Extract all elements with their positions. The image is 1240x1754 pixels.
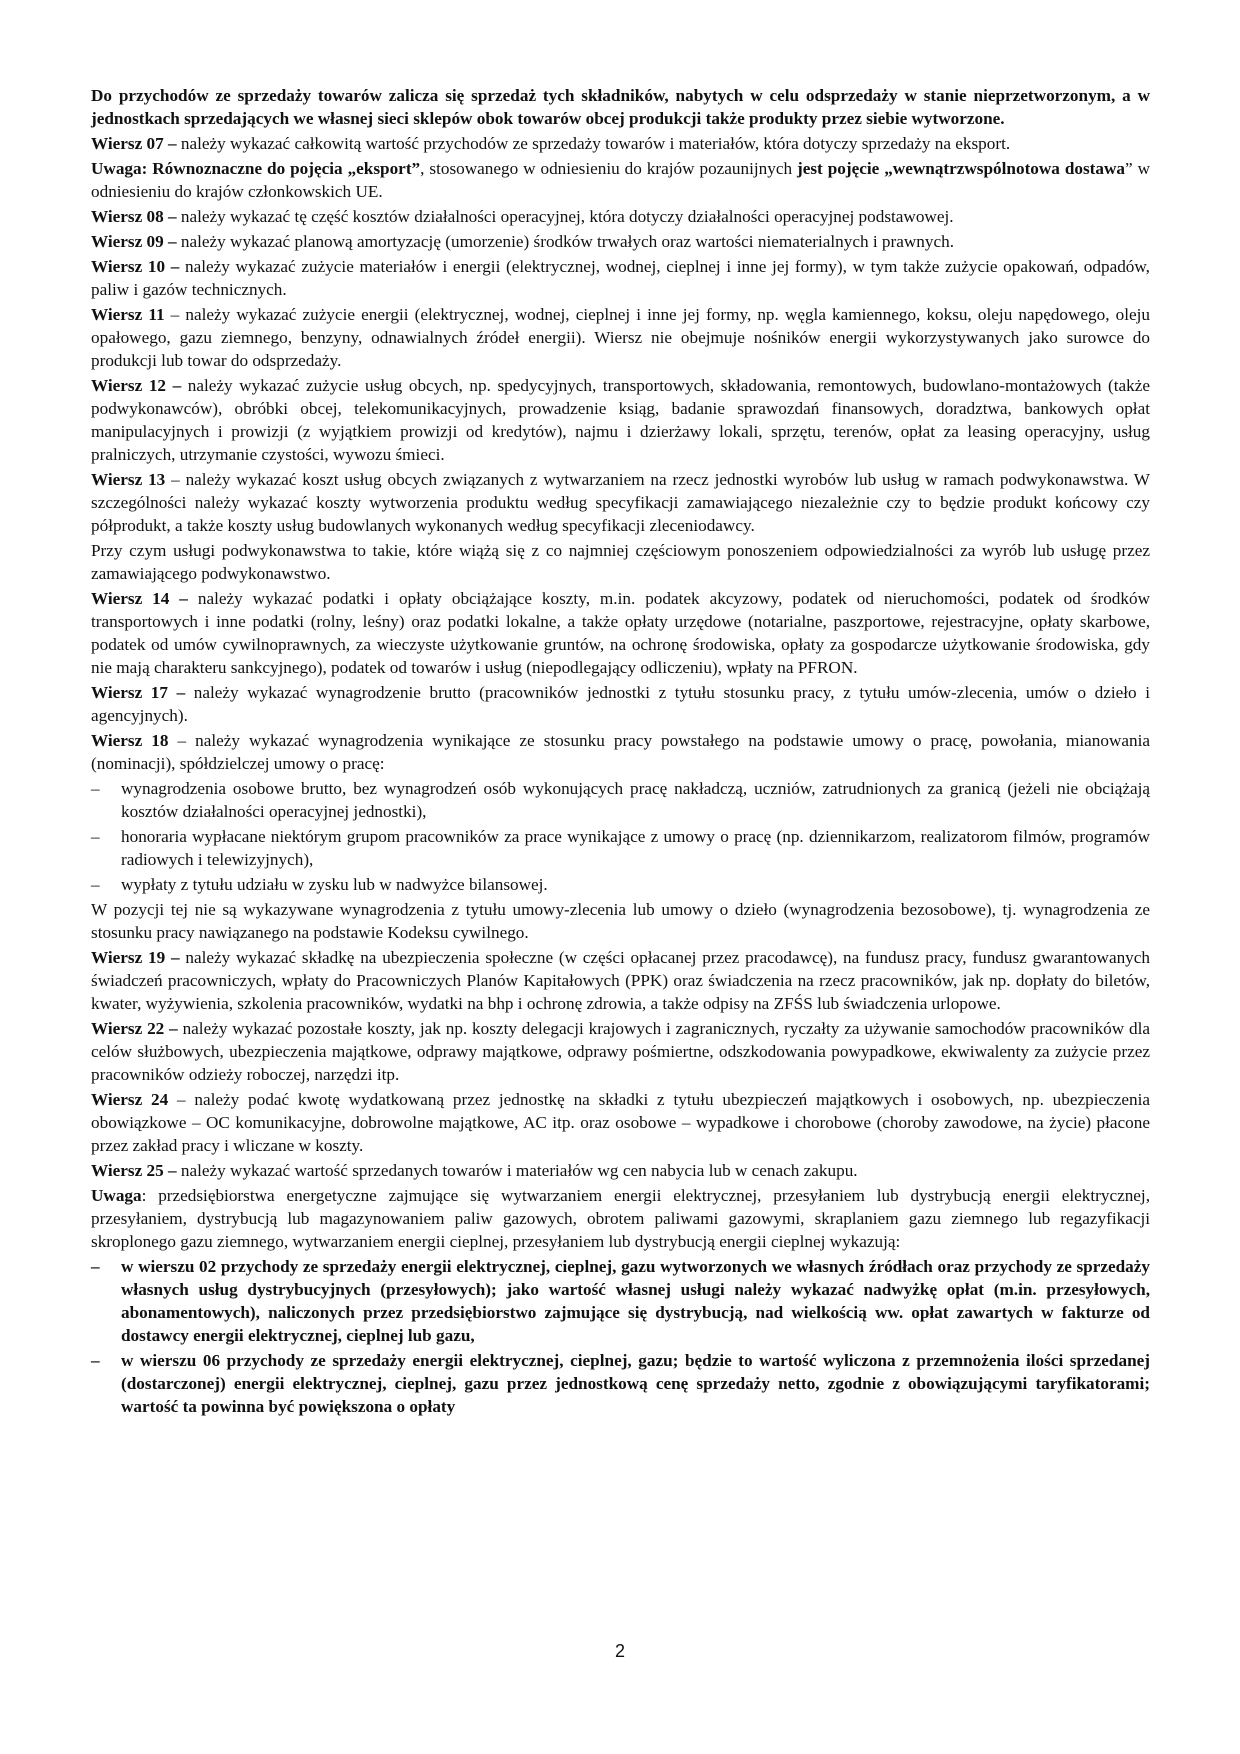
text-segment: należy wykazać zużycie usług obcych, np. spedycyjnych, transportowych, składowania, remontowych, budowlano-montażowych (także podwykonawców), obróbki obcej, telekomunikacyjnych, prowadzenie ksiąg, badanie sprawozdań finansowych, doradztwa, bankowych opłat manipulacyjnych i prowizji (z wyjątkiem prowizji od kredytów), najmu i dzierżawy lokali, sprzętu, terenów, opłat za leasing operacyjny, usług pralniczych, utrzymanie czystości, wywozu śmieci. xyxy=(91,376,1150,464)
text-segment: , stosowanego w odniesieniu do krajów pozaunijnych xyxy=(420,159,798,178)
list-item-text xyxy=(121,1255,1150,1347)
paragraph xyxy=(91,468,1150,537)
list-item xyxy=(91,777,1150,823)
bold-text-segment: Wiersz 11 xyxy=(91,305,165,324)
paragraph xyxy=(91,898,1150,944)
bold-text-segment: jest pojęcie „wewnątrzwspólnotowa dostawa xyxy=(797,159,1126,178)
text-segment: należy wykazać wartość sprzedanych towarów i materiałów wg cen nabycia lub w cenach zakupu. xyxy=(176,1161,858,1180)
text-segment: – należy wykazać wynagrodzenia wynikające ze stosunku pracy powstałego na podstawie umowy o pracę, powołania, mianowania (nominacji), spółdzielczej umowy o pracę: xyxy=(91,731,1151,773)
bold-text-segment: Wiersz 25 – xyxy=(91,1161,177,1180)
list-item-text xyxy=(121,1349,1150,1418)
text-segment: należy wykazać podatki i opłaty obciążające koszty, m.in. podatek akcyzowy, podatek od nieruchomości, podatek od środków transportowych i inne podatki (rolny, leśny) oraz podatki lokalne, a także opłaty urzędowe (notarialne, paszportowe, rejestracyjne, opłaty skarbowe, podatek od umów cywilnoprawnych, za wieczyste użytkowanie gruntów, na ochronę środowiska, opłaty za gospodarcze użytkowanie środowiska, gdy nie mają charakteru sankcyjnego), podatek od towarów i usług (niepodlegający odliczeniu), wpłaty na PFRON. xyxy=(91,589,1150,677)
text-segment: należy wykazać pozostałe koszty, jak np. koszty delegacji krajowych i zagranicznych, ryczałty za używanie samochodów pracowników dla celów służbowych, ubezpieczenia majątkowe, odprawy majątkowe, odprawy pośmiertne, odszkodowania powypadkowe, ekwiwalenty za zużycie przez pracowników odzieży roboczej, narzędzi itp. xyxy=(91,1019,1150,1084)
text-segment: wypłaty z tytułu udziału w zysku lub w nadwyżce bilansowej. xyxy=(121,875,548,894)
bold-text-segment: Wiersz 08 – xyxy=(91,207,177,226)
list-dash: – xyxy=(91,827,100,846)
paragraph xyxy=(91,132,1150,155)
text-segment: należy wykazać całkowitą wartość przychodów ze sprzedaży towarów i materiałów, która dotyczy sprzedaży na eksport. xyxy=(176,134,1011,153)
text-segment: należy wykazać wynagrodzenie brutto (pracowników jednostki z tytułu stosunku pracy, z tytułu umów-zlecenia, umów o dzieło i agencyjnych). xyxy=(91,683,1150,725)
bold-text-segment: Uwaga: Równoznaczne do pojęcia „eksport” xyxy=(91,159,421,178)
paragraph xyxy=(91,539,1150,585)
paragraph xyxy=(91,1159,1150,1182)
paragraph xyxy=(91,587,1150,679)
bold-text-segment: Wiersz 18 xyxy=(91,731,169,750)
paragraph xyxy=(91,681,1150,727)
list-item-text xyxy=(121,873,1150,896)
bold-text-segment: Wiersz 12 – xyxy=(91,376,182,395)
text-segment: ” w odniesieniu do krajów członkowskich UE. xyxy=(91,159,1151,201)
text-segment: W pozycji tej nie są wykazywane wynagrodzenia z tytułu umowy-zlecenia lub umowy o dzieło (wynagrodzenia bezosobowe), tj. wynagrodzenia ze stosunku pracy nawiązanego na podstawie Kodeksu cywilnego. xyxy=(91,900,1150,942)
document-body xyxy=(91,84,1150,1418)
paragraph xyxy=(91,374,1150,466)
text-segment: honoraria wypłacane niektórym grupom pracowników za prace wynikające z umowy o pracę (np. dziennikarzom, realizatorom filmów, programów radiowych i telewizyjnych), xyxy=(121,827,1150,869)
bold-text-segment: Wiersz 24 xyxy=(91,1090,169,1109)
bold-text-segment: Wiersz 17 – xyxy=(91,683,186,702)
paragraph xyxy=(91,729,1150,775)
bold-text-segment: Wiersz 22 – xyxy=(91,1019,178,1038)
bold-text-segment: Do przychodów ze sprzedaży towarów zalicza się sprzedaż tych składników, nabytych w celu odsprzedaży w stanie nieprzetworzonym, a w jednostkach sprzedających we własnej sieci sklepów obok towarów obcej produkcji także produkty przez siebie wytworzone. xyxy=(91,86,1150,128)
text-segment: należy wykazać planową amortyzację (umorzenie) środków trwałych oraz wartości niematerialnych i prawnych. xyxy=(176,232,954,251)
text-segment: należy wykazać tę część kosztów działalności operacyjnej, która dotyczy działalności operacyjnej podstawowej. xyxy=(176,207,954,226)
paragraph xyxy=(91,1088,1150,1157)
bold-text-segment: w wierszu 02 przychody ze sprzedaży energii elektrycznej, cieplnej, gazu wytworzonych we własnych źródłach oraz przychody ze sprzedaży własnych usług dystrybucyjnych (przesyłowych); jako wartość własnej usługi należy wykazać nadwyżkę opłat (m.in. przesyłowych, abonamentowych), naliczonych przez przedsiębiorstwo zajmujące się dystrybucją, nad wielkością ww. opłat zawartych w fakturze od dostawcy energii elektrycznej, cieplnej lub gazu, xyxy=(121,1257,1150,1345)
bold-text-segment: Wiersz 07 – xyxy=(91,134,177,153)
text-segment: wynagrodzenia osobowe brutto, bez wynagrodzeń osób wykonujących pracę nakładczą, uczniów, zatrudnionych za granicą (jeżeli nie obciążają kosztów działalności operacyjnej jednostki), xyxy=(121,779,1150,821)
list-dash: – xyxy=(91,1257,100,1276)
page-number: 2 xyxy=(614,1641,625,1661)
text-segment: : przedsiębiorstwa energetyczne zajmujące się wytwarzaniem energii elektrycznej, przesyłaniem lub dystrybucją energii elektrycznej, przesyłaniem, dystrybucją lub magazynowaniem paliw gazowych, obrotem paliwami gazowymi, skraplaniem gazu ziemnego lub regazyfikacji skroplonego gazu ziemnego, wytwarzaniem energii cieplnej, przesyłaniem lub dystrybucją energii cieplnej wykazują: xyxy=(91,1186,1150,1251)
paragraph xyxy=(91,1184,1150,1253)
list-item-text xyxy=(121,825,1150,871)
list-dash: – xyxy=(91,1351,100,1370)
bold-text-segment: w wierszu 06 przychody ze sprzedaży energii elektrycznej, cieplnej, gazu; będzie to wartość wyliczona z przemnożenia ilości sprzedanej (dostarczonej) energii elektrycznej, cieplnej, gazu przez jednostkową cenę sprzedaży netto, zgodnie z obowiązującymi taryfikatorami; wartość ta powinna być powiększona o opłaty xyxy=(121,1351,1150,1416)
paragraph xyxy=(91,1017,1150,1086)
list-item xyxy=(91,1349,1150,1418)
bold-text-segment: Wiersz 13 xyxy=(91,470,166,489)
text-segment: Przy czym usługi podwykonawstwa to takie, które wiążą się z co najmniej częściowym ponoszeniem odpowiedzialności za wyrób lub usługę przez zamawiającego podwykonawstwo. xyxy=(91,541,1150,583)
list-dash: – xyxy=(91,875,100,894)
paragraph xyxy=(91,303,1150,372)
text-segment: – należy wykazać zużycie energii (elektrycznej, wodnej, cieplnej i inne jej formy, np. węgla kamiennego, koksu, oleju napędowego, oleju opałowego, gazu ziemnego, benzyny, odnawialnych źródeł energii). Wiersz nie obejmuje nośników energii wykorzystywanych jako surowce do produkcji lub towar do odsprzedaży. xyxy=(91,305,1151,370)
paragraph xyxy=(91,255,1150,301)
bold-text-segment: Wiersz 14 – xyxy=(91,589,188,608)
bold-text-segment: Wiersz 09 – xyxy=(91,232,177,251)
list-item xyxy=(91,1255,1150,1347)
list-item xyxy=(91,873,1150,896)
list-dash: – xyxy=(91,779,100,798)
paragraph xyxy=(91,205,1150,228)
paragraph xyxy=(91,157,1150,203)
list-item-text xyxy=(121,777,1150,823)
bold-text-segment: Wiersz 19 – xyxy=(91,948,180,967)
bold-text-segment: Wiersz 10 – xyxy=(91,257,180,276)
text-segment: należy wykazać składkę na ubezpieczenia społeczne (w części opłacanej przez pracodawcę), na fundusz pracy, fundusz gwarantowanych świadczeń pracowniczych, wpłaty do Pracowniczych Planów Kapitałowych (PPK) oraz świadczenia na rzecz pracowników, jak np. dopłaty do biletów, kwater, wyżywienia, szkolenia pracowników, wydatki na bhp i ochronę zdrowia, a także odpisy na ZFŚS lub świadczenia urlopowe. xyxy=(91,948,1150,1013)
text-segment: – należy wykazać koszt usług obcych związanych z wytwarzaniem na rzecz jednostki wyrobów lub usług w ramach podwykonawstwa. W szczególności należy wykazać koszty wytworzenia produktu według specyfikacji zamawiającego niezależnie czy to będzie produkt końcowy czy półprodukt, a także koszty usług budowlanych wykonanych według specyfikacji zleceniodawcy. xyxy=(91,470,1151,535)
paragraph xyxy=(91,946,1150,1015)
paragraph xyxy=(91,84,1150,130)
paragraph xyxy=(91,230,1150,253)
bold-text-segment: Uwaga xyxy=(91,1186,142,1205)
text-segment: – należy podać kwotę wydatkowaną przez jednostkę na składki z tytułu ubezpieczeń majątkowych i osobowych, np. ubezpieczenia obowiązkowe – OC komunikacyjne, dobrowolne majątkowe, AC itp. oraz osobowe – wypadkowe i chorobowe (choroby zawodowe, na życie) płacone przez zakład pracy i wliczane w koszty. xyxy=(91,1090,1151,1155)
text-segment: należy wykazać zużycie materiałów i energii (elektrycznej, wodnej, cieplnej i inne jej formy), w tym także zużycie opakowań, odpadów, paliw i gazów technicznych. xyxy=(91,257,1150,299)
list-item xyxy=(91,825,1150,871)
